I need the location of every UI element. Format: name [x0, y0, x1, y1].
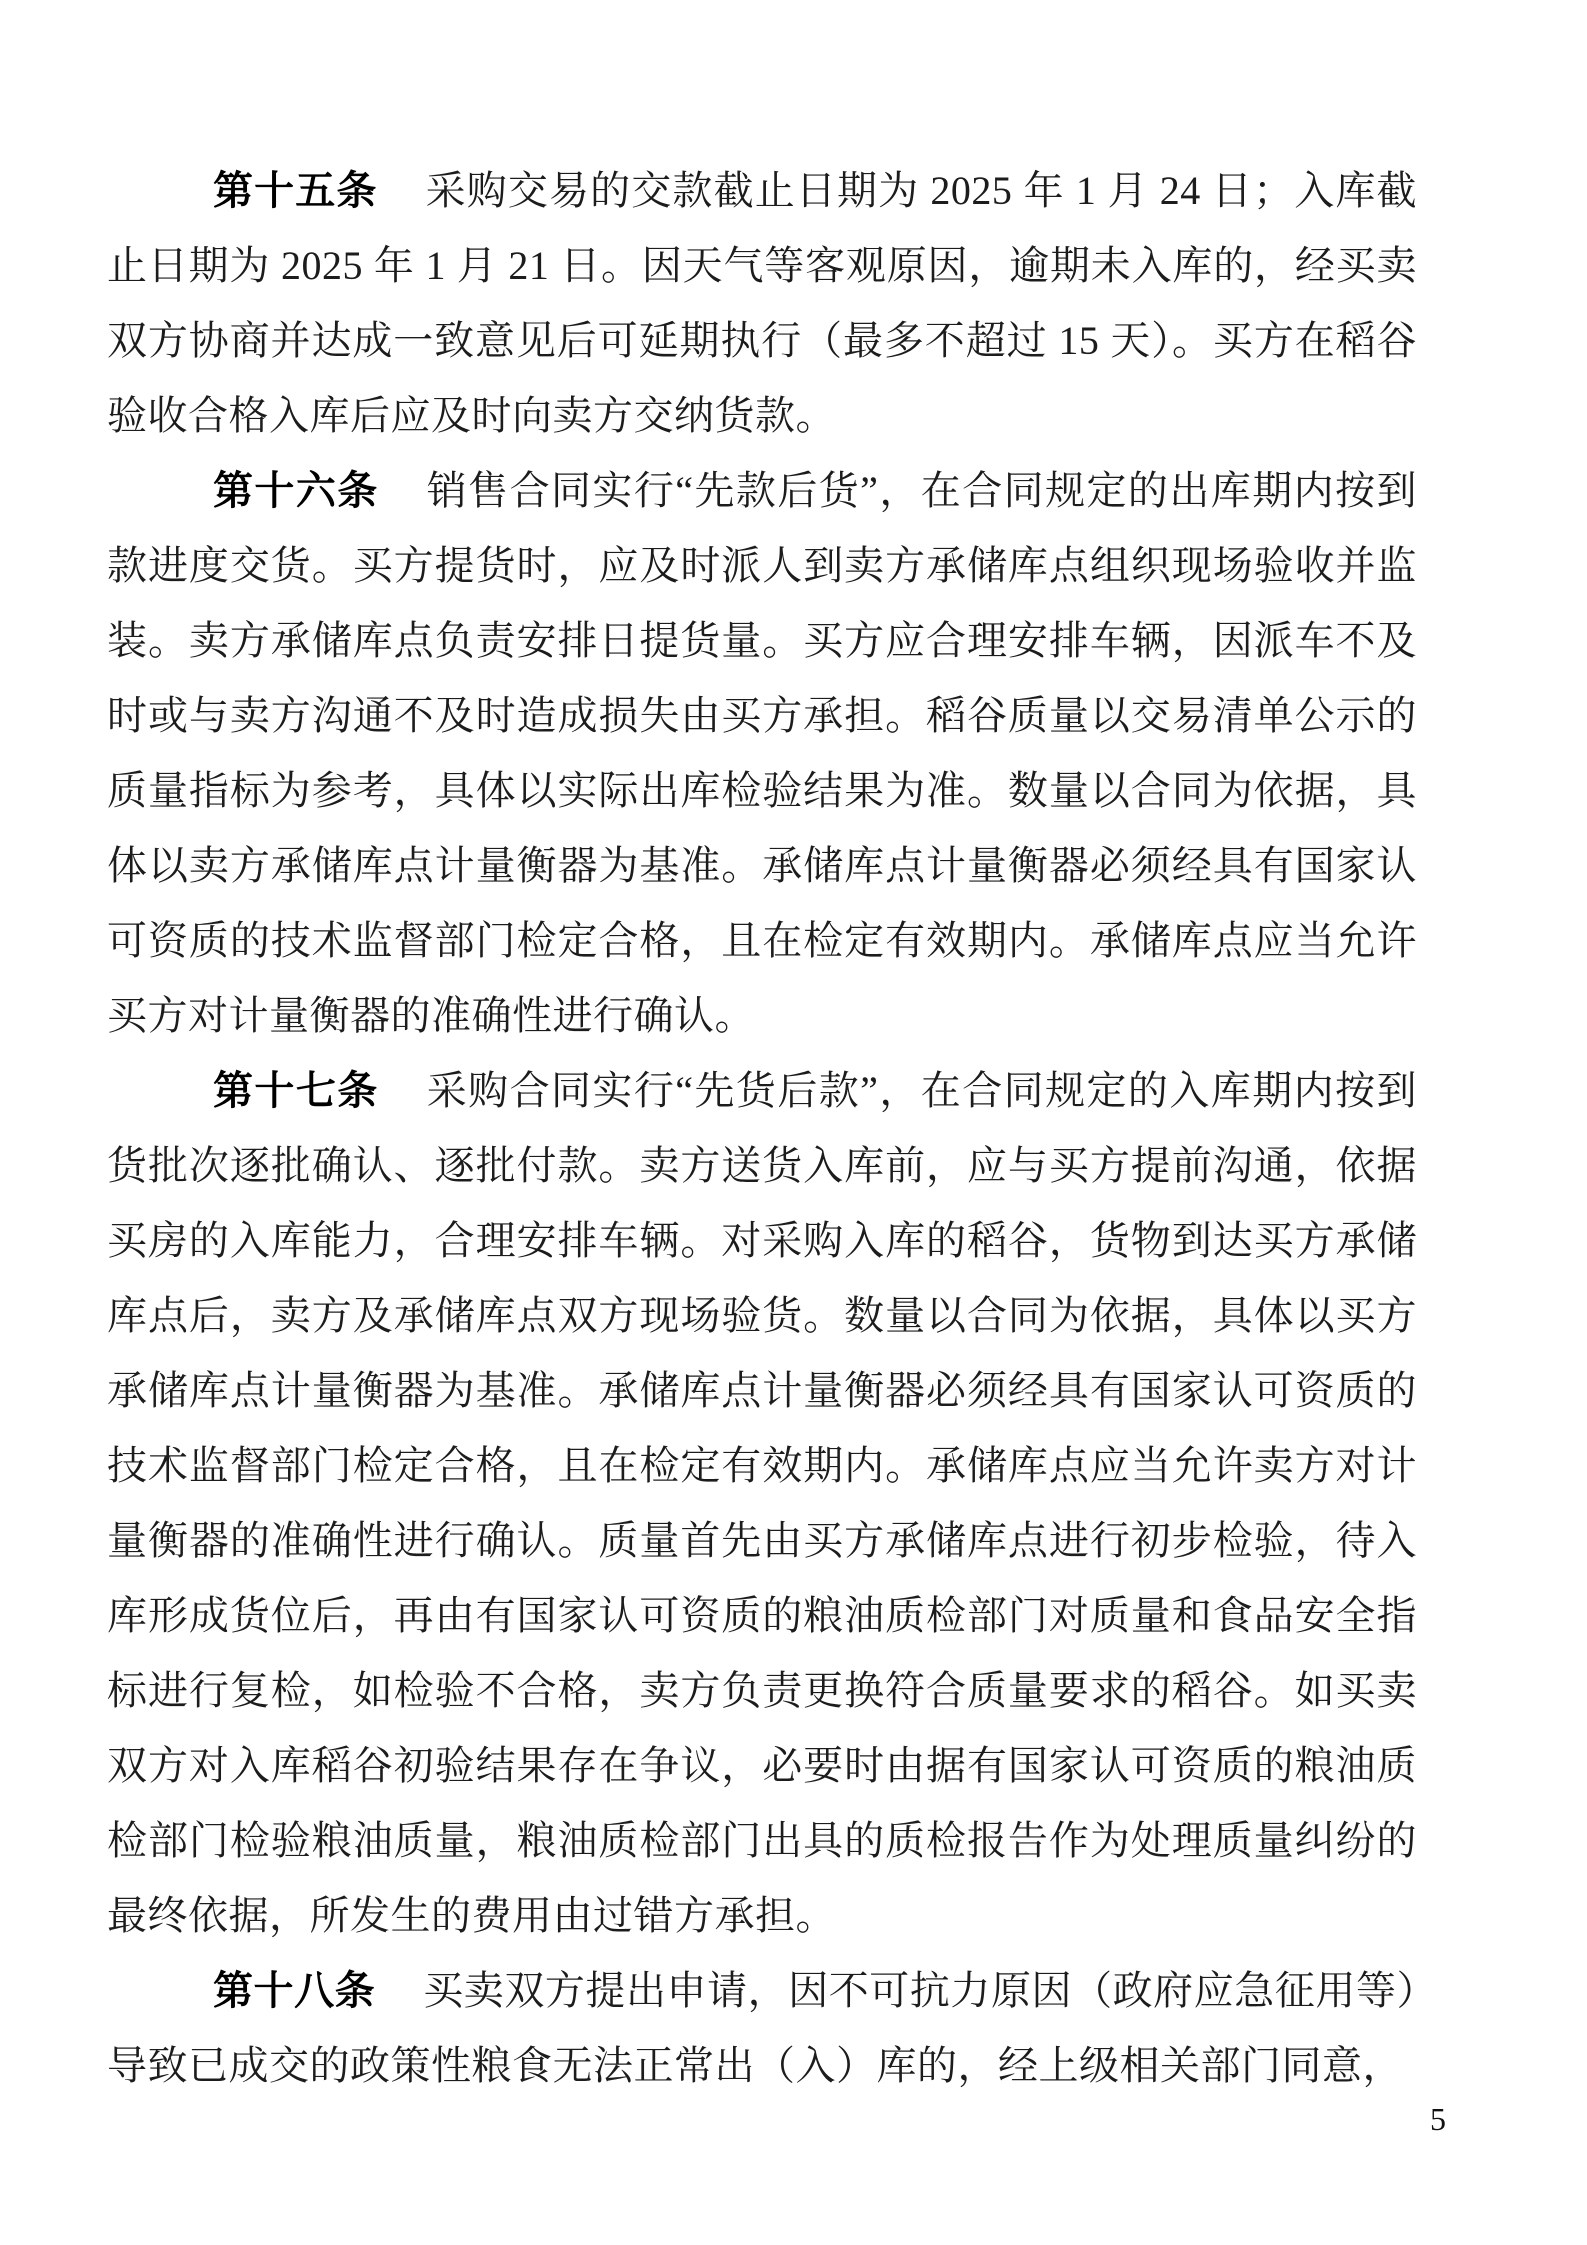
article-paragraph: [107, 453, 1417, 1053]
article-text: 采购交易的交款截止日期为 2025 年 1 月 24 日；入库截止日期为 2025 年 1 月 21 日。因天气等客观原因，逾期未入库的，经买卖双方协商并达成一致意见后可延期执行（最多不超过 15 天）。买方在稻谷验收合格入库后应及时向卖方交纳货款。: [107, 168, 1418, 438]
article-paragraph: [107, 1953, 1417, 2103]
page-number: 5: [1430, 2101, 1446, 2137]
article-text: 采购合同实行“先货后款”，在合同规定的入库期内按到货批次逐批确认、逐批付款。卖方送货入库前，应与买方提前沟通，依据买房的入库能力，合理安排车辆。对采购入库的稻谷，货物到达买方承储库点后，卖方及承储库点双方现场验货。数量以合同为依据，具体以买方承储库点计量衡器为基准。承储库点计量衡器必须经具有国家认可资质的技术监督部门检定合格，且在检定有效期内。承储库点应当允许卖方对计量衡器的准确性进行确认。质量首先由买方承储库点进行初步检验，待入库形成货位后，再由有国家认可资质的粮油质检部门对质量和食品安全指标进行复检，如检验不合格，卖方负责更换符合质量要求的稻谷。如买卖双方对入库稻谷初验结果存在争议，必要时由据有国家认可资质的粮油质检部门检验粮油质量，粮油质检部门出具的质检报告作为处理质量纠纷的最终依据，所发生的费用由过错方承担。: [107, 1068, 1417, 1938]
article-number: 第十七条: [213, 1068, 379, 1113]
article-paragraph: [107, 153, 1417, 453]
article-number: 第十六条: [213, 468, 379, 513]
article-paragraph: [107, 1053, 1417, 1953]
article-number: 第十八条: [213, 1968, 376, 2013]
article-text: 买卖双方提出申请，因不可抗力原因（政府应急征用等）导致已成交的政策性粮食无法正常出（入）库的，经上级相关部门同意，: [107, 1968, 1418, 2088]
document-body: [107, 153, 1417, 2103]
article-number: 第十五条: [213, 168, 378, 213]
article-text: 销售合同实行“先款后货”，在合同规定的出库期内按到款进度交货。买方提货时，应及时派人到卖方承储库点组织现场验收并监装。卖方承储库点负责安排日提货量。买方应合理安排车辆，因派车不及时或与卖方沟通不及时造成损失由买方承担。稻谷质量以交易清单公示的质量指标为参考，具体以实际出库检验结果为准。数量以合同为依据，具体以卖方承储库点计量衡器为基准。承储库点计量衡器必须经具有国家认可资质的技术监督部门检定合格，且在检定有效期内。承储库点应当允许买方对计量衡器的准确性进行确认。: [107, 468, 1417, 1038]
